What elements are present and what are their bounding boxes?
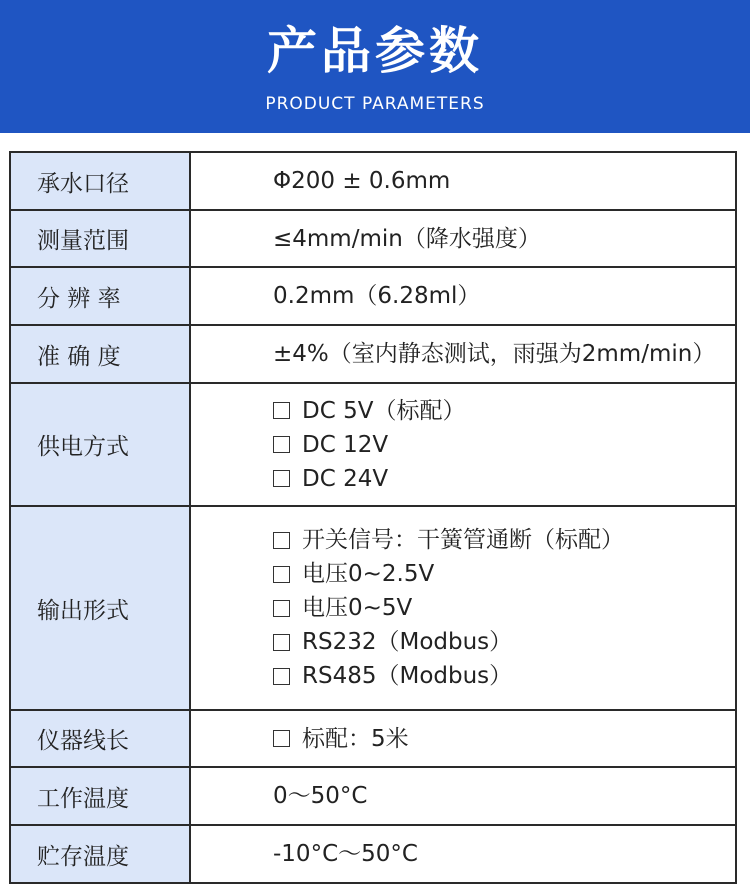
checkbox[interactable]: [273, 532, 290, 549]
table-row: [10, 383, 736, 506]
table-row: [10, 210, 736, 267]
table-row: [10, 152, 736, 210]
row-label: 测量范围: [10, 210, 190, 267]
option-text: 标配：5米: [302, 725, 409, 752]
page-title: 产品参数: [267, 22, 483, 80]
option-text: DC 5V（标配）: [302, 397, 466, 424]
row-label: 输出形式: [10, 506, 190, 710]
row-value: [190, 710, 736, 767]
table-row: [10, 325, 736, 383]
row-label: 仪器线长: [10, 710, 190, 767]
table-row: [10, 267, 736, 325]
table-row: [10, 825, 736, 883]
option-text: DC 24V: [302, 465, 389, 492]
checkbox[interactable]: [273, 668, 290, 685]
value-text: Φ200 ± 0.6mm: [273, 168, 451, 194]
checkbox[interactable]: [273, 566, 290, 583]
row-label: 贮存温度: [10, 825, 190, 883]
value-text: -10°C～50°C: [273, 841, 418, 867]
row-value: [190, 506, 736, 710]
table-row: [10, 767, 736, 825]
row-value: [190, 767, 736, 825]
value-text: ≤4mm/min（降水强度）: [273, 225, 541, 252]
row-label: 承水口径: [10, 152, 190, 210]
row-value: [190, 267, 736, 325]
row-label: 准 确 度: [10, 325, 190, 383]
row-value: [190, 152, 736, 210]
value-text: 0～50°C: [273, 783, 368, 809]
value-text: 0.2mm（6.28ml）: [273, 283, 481, 309]
table-row: [10, 506, 736, 710]
checkbox[interactable]: [273, 634, 290, 651]
option-text: 电压0~5V: [302, 595, 413, 621]
parameters-table: [9, 151, 737, 884]
row-value: [190, 325, 736, 383]
page-subtitle: PRODUCT PARAMETERS: [265, 94, 485, 114]
option-text: DC 12V: [302, 431, 389, 458]
checkbox[interactable]: [273, 470, 290, 487]
value-text: ±4%（室内静态测试，雨强为2mm/min）: [273, 341, 716, 367]
checkbox[interactable]: [273, 600, 290, 617]
option-text: RS232（Modbus）: [302, 629, 513, 655]
table-row: [10, 710, 736, 767]
row-label: 分 辨 率: [10, 267, 190, 325]
option-text: 开关信号：干簧管通断（标配）: [302, 527, 624, 553]
row-label: 供电方式: [10, 383, 190, 506]
checkbox[interactable]: [273, 436, 290, 453]
option-text: RS485（Modbus）: [302, 663, 513, 689]
checkbox[interactable]: [273, 402, 290, 419]
row-value: [190, 825, 736, 883]
checkbox[interactable]: [273, 730, 290, 747]
row-value: [190, 210, 736, 267]
row-label: 工作温度: [10, 767, 190, 825]
option-text: 电压0~2.5V: [302, 561, 435, 587]
header-banner: [0, 0, 750, 133]
row-value: [190, 383, 736, 506]
